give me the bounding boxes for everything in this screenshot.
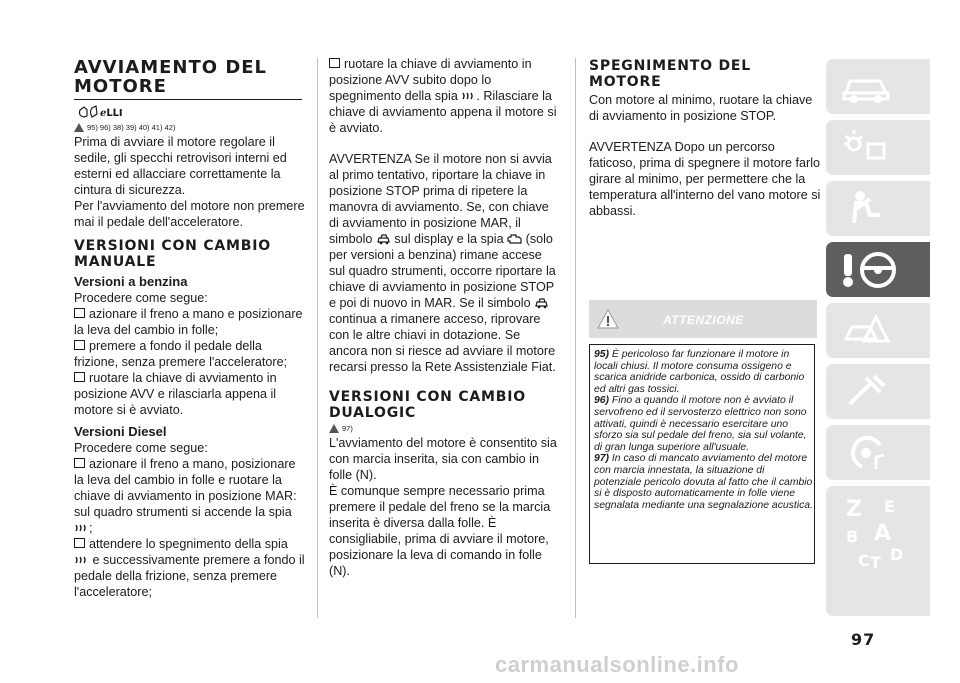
note-item: 95) È pericoloso far funzionare il motore in locali chiusi. Il motore consuma ossigeno e scarica anidride carbonica, ossido di carbonio ed altri gas tossici. xyxy=(594,349,805,395)
spegnimento-warning: AVVERTENZA Dopo un percorso faticoso, prima di spegnere il motore farlo girare al minimo, per permettere che la temperatura all'interno del vano motore si abbassi. xyxy=(589,140,821,218)
lead-text: Procedere come segue: xyxy=(74,291,208,305)
column-divider xyxy=(317,58,318,618)
tab-index-icon[interactable] xyxy=(826,486,930,616)
tab-emergency-icon[interactable] xyxy=(826,303,930,358)
chapter-tabs xyxy=(826,59,930,629)
section-title-manuale: VERSIONI CON CAMBIO MANUALE xyxy=(74,238,271,270)
section-title-avviamento: AVVIAMENTO DEL MOTORE xyxy=(74,58,302,100)
glow-plug-icon xyxy=(74,522,89,534)
svg-text:B: B xyxy=(846,527,859,546)
warning-icon xyxy=(74,123,84,132)
warning-icon xyxy=(597,309,619,334)
tab-warning-lights-icon[interactable] xyxy=(826,120,930,175)
glow-plug-icon xyxy=(74,554,89,566)
page-number: 97 xyxy=(851,630,876,649)
column-left xyxy=(74,0,306,600)
tab-seat-safety-icon[interactable] xyxy=(826,181,930,236)
column-divider xyxy=(575,58,576,618)
note-item: 97) In caso di mancato avviamento del motore con marcia innestata, la situazione di potenziale pericolo dovuta al fatto che il cambio si è disposto automaticamente in folle viene segnalata mediante una segnalazione acustica. xyxy=(594,453,813,511)
glow-plug-icon xyxy=(461,90,476,102)
spegnimento-text: Con motore al minimo, ruotare la chiave di avviamento in posizione STOP. xyxy=(589,93,813,123)
lead-text: Procedere come segue: xyxy=(74,441,208,455)
svg-text:C: C xyxy=(858,551,870,570)
warning-icon xyxy=(329,424,339,433)
note-references: 95) 96) 38) 39) 40) 41) 42) xyxy=(74,120,306,134)
gloves-icon xyxy=(74,104,306,120)
section-title-spegnimento: SPEGNIMENTO DEL MOTORE xyxy=(589,58,751,90)
watermark: carmanualsonline.info xyxy=(495,652,739,677)
dualogic-text-2: È comunque sempre necessario prima premere il pedale del freno se la marcia inserita è diversa dalla folle. È consigliabile, prima di avviare il motore, posizionare la leva di comando in folle (N). xyxy=(329,484,551,578)
intro-text: Prima di avviare il motore regolare il sedile, gli specchi retrovisori interni ed esterni ed allacciare correttamente la cintura di sicurezza. xyxy=(74,135,287,197)
list-item: azionare il freno a mano e posizionare la leva del cambio in folle; xyxy=(74,307,303,337)
column-middle xyxy=(329,0,561,579)
warning-paragraph: AVVERTENZA Se il motore non si avvia al primo tentativo, riportare la chiave in posizione STOP prima di ripetere la manovra di avviamento. Se, con chiave di avviamento in posizione MAR, il simbolo sul display e la spia (solo per versioni a benzina) rimane accese sul quadro strumenti, occorre riportare la chiave di avviamento in posizione STOP e poi di nuovo in MAR. Se il simbolo continua a rimanere acceso, riprovare con le altre chiavi in dotazione. Se ancora non si riesce ad avviare il motore recarsi presso la Rete Assistenziale Fiat. xyxy=(329,152,556,374)
svg-text:ℯᒪᒪI: ℯᒪᒪI xyxy=(100,108,123,119)
svg-text:Z: Z xyxy=(846,497,862,522)
immobilizer-car-icon xyxy=(534,297,549,309)
list-item: ruotare la chiave di avviamento in posizione AVV e rilasciarla appena il motore si è avviato. xyxy=(74,371,277,417)
immobilizer-car-icon xyxy=(376,233,391,245)
subtitle-benzina: Versioni a benzina xyxy=(74,274,188,289)
svg-text:D: D xyxy=(890,545,904,564)
tab-car-icon[interactable] xyxy=(826,59,930,114)
tab-service-icon[interactable] xyxy=(826,364,930,419)
tab-key-steering-icon[interactable] xyxy=(826,242,930,297)
list-item: attendere lo spegnimento della spia e successivamente premere a fondo il pedale della frizione, senza premere l'acceleratore; xyxy=(74,537,305,599)
attention-header xyxy=(589,300,817,338)
tab-multimedia-icon[interactable] xyxy=(826,425,930,480)
dualogic-text: L'avviamento del motore è consentito sia con marcia inserita, sia con cambio in folle (N). xyxy=(329,436,557,482)
svg-text:A: A xyxy=(874,521,892,546)
list-item: ruotare la chiave di avviamento in posizione AVV subito dopo lo spegnimento della spia . Rilasciare la chiave di avviamento appena il motore si è avviato. xyxy=(329,57,557,135)
section-title-dualogic: VERSIONI CON CAMBIO DUALOGIC xyxy=(329,389,526,421)
engine-warning-icon xyxy=(507,233,522,245)
intro-text-2: Per l'avviamento del motore non premere mai il pedale dell'acceleratore. xyxy=(74,199,305,229)
attention-title: ATTENZIONE xyxy=(663,313,744,327)
attention-notes xyxy=(589,344,815,564)
svg-text:T: T xyxy=(870,553,881,572)
svg-text:E: E xyxy=(884,497,895,516)
note-item: 96) Fino a quando il motore non è avviato il servofreno ed il servosterzo elettrico non sono attivati, quindi è necessario esercitare uno sforzo sia sul pedale del freno, sia sul volante, di gran lunga superiore all'usuale. xyxy=(594,395,807,453)
subtitle-diesel: Versioni Diesel xyxy=(74,424,167,439)
column-right xyxy=(589,0,821,219)
list-item: azionare il freno a mano, posizionare la leva del cambio in folle e ruotare la chiave di avviamento in posizione MAR: sul quadro strumenti si accende la spia ; xyxy=(74,457,297,535)
list-item: premere a fondo il pedale della frizione, senza premere l'acceleratore; xyxy=(74,339,288,369)
note-references: 97) xyxy=(329,421,561,435)
